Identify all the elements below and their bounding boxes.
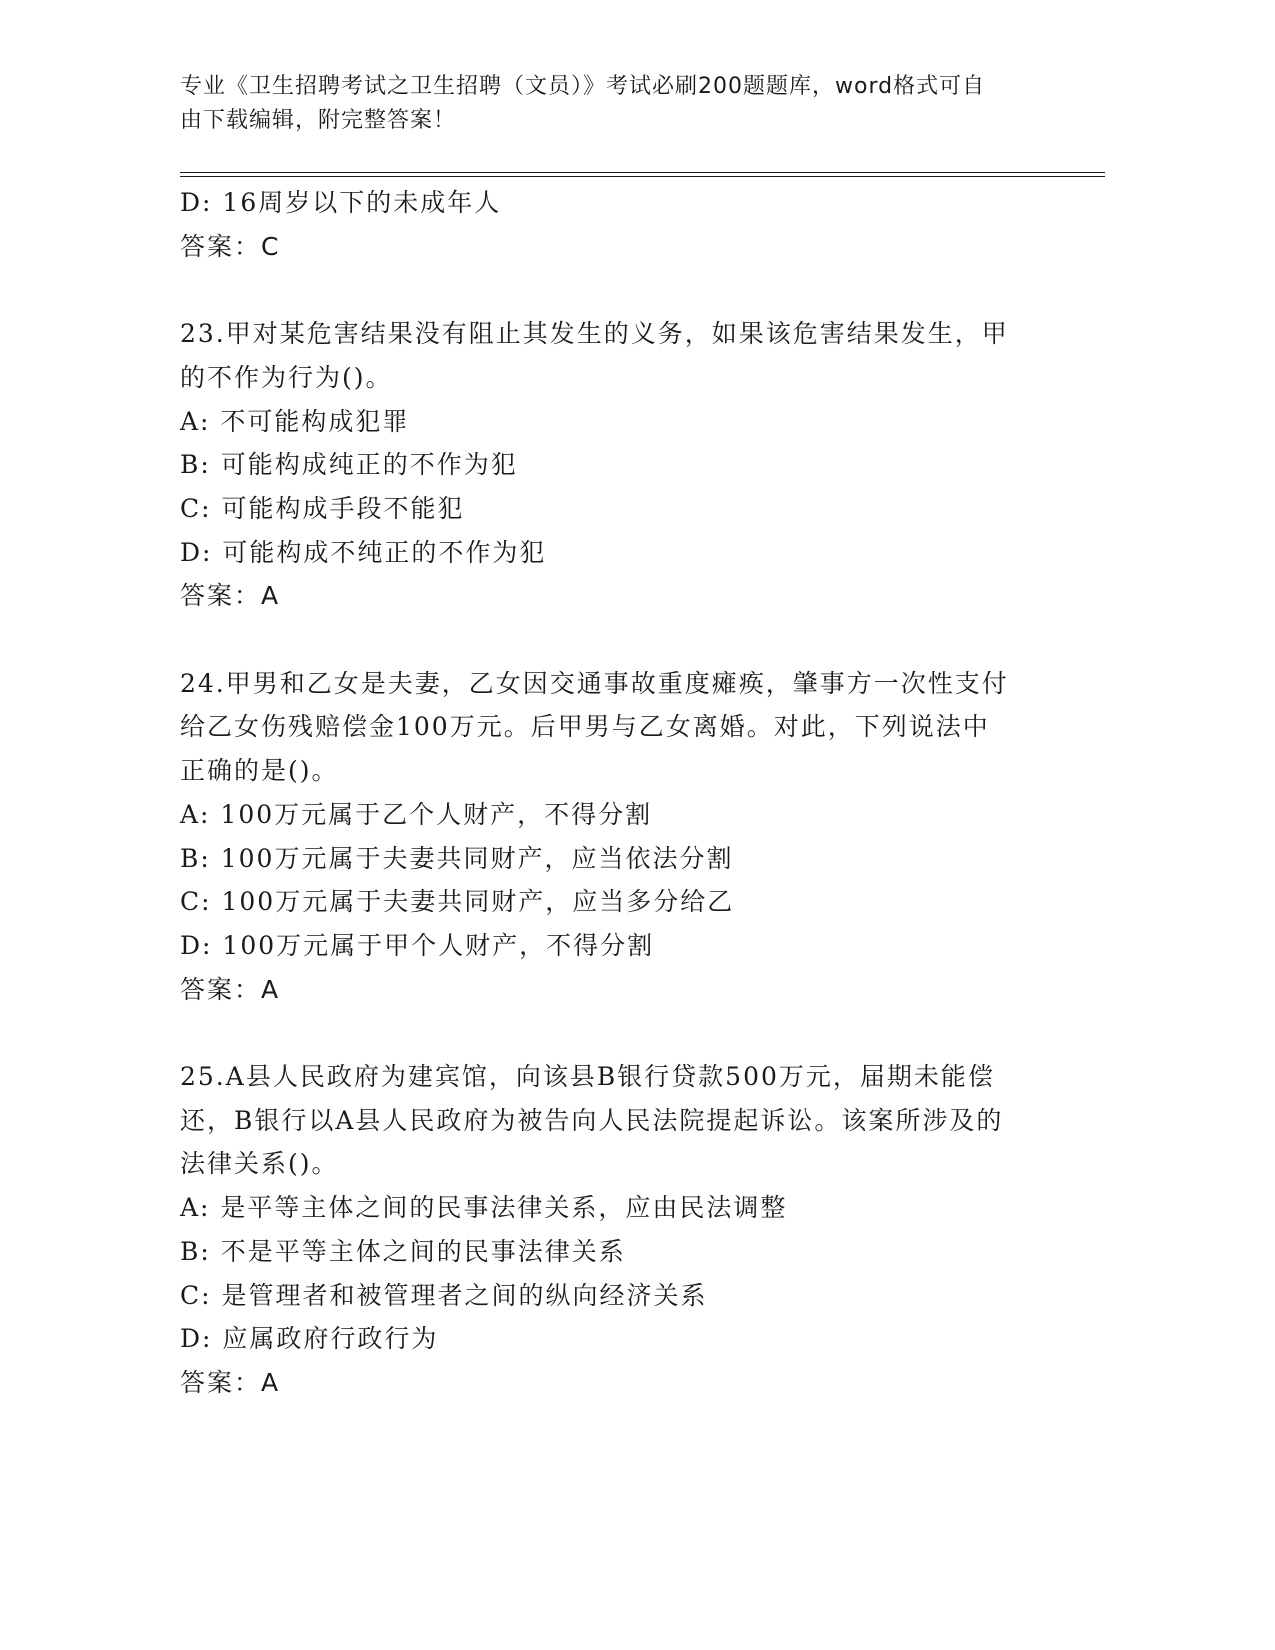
- header-rule-top: [180, 172, 1105, 173]
- question-stem-line: 还，B银行以A县人民政府为被告向人民法院提起诉讼。该案所涉及的: [180, 1105, 1004, 1135]
- option-a: A: 是平等主体之间的民事法律关系，应由民法调整: [180, 1193, 788, 1223]
- question-content: [180, 181, 1060, 1405]
- header-rule-bottom: [180, 176, 1105, 177]
- question-23: [180, 312, 1060, 618]
- spacer: [180, 1011, 1060, 1055]
- question-stem-line: 给乙女伤残赔偿金100万元。后甲男与乙女离婚。对此，下列说法中: [180, 712, 990, 742]
- option-d: D: 100万元属于甲个人财产，不得分割: [180, 930, 655, 960]
- document-header: [180, 70, 1060, 138]
- option-b: B: 可能构成纯正的不作为犯: [180, 450, 518, 480]
- spacer: [180, 618, 1060, 662]
- question-stem-line: 24.甲男和乙女是夫妻，乙女因交通事故重度瘫痪，肇事方一次性支付: [180, 668, 1009, 698]
- spacer: [180, 268, 1060, 312]
- answer-line: 答案：A: [180, 1367, 281, 1397]
- question-stem-line: 的不作为行为()。: [180, 362, 393, 392]
- option-c: C: 100万元属于夫妻共同财产，应当多分给乙: [180, 887, 735, 917]
- header-line-1: 专业《卫生招聘考试之卫生招聘（文员）》考试必刷200题题库，word格式可自: [180, 74, 986, 99]
- question-stem-line: 25.A县人民政府为建宾馆，向该县B银行贷款500万元，届期未能偿: [180, 1062, 995, 1092]
- header-line-2: 由下载编辑，附完整答案！: [180, 108, 457, 133]
- question-24: [180, 662, 1060, 1012]
- previous-question-fragment: [180, 181, 1060, 268]
- answer-line: 答案：C: [180, 231, 281, 261]
- option-d: D: 16周岁以下的未成年人: [180, 188, 502, 217]
- option-c: C: 可能构成手段不能犯: [180, 493, 465, 523]
- answer-line: 答案：A: [180, 974, 281, 1004]
- option-d: D: 可能构成不纯正的不作为犯: [180, 537, 547, 567]
- option-a: A: 100万元属于乙个人财产，不得分割: [180, 799, 653, 829]
- option-d: D: 应属政府行政行为: [180, 1324, 439, 1354]
- question-stem-line: 正确的是()。: [180, 756, 339, 786]
- question-stem-line: 法律关系()。: [180, 1149, 339, 1179]
- option-a: A: 不可能构成犯罪: [180, 406, 410, 436]
- question-stem-line: 23.甲对某危害结果没有阻止其发生的义务，如果该危害结果发生，甲: [180, 319, 1009, 349]
- answer-line: 答案：A: [180, 581, 281, 611]
- option-b: B: 不是平等主体之间的民事法律关系: [180, 1236, 626, 1266]
- question-25: [180, 1055, 1060, 1405]
- option-b: B: 100万元属于夫妻共同财产，应当依法分割: [180, 843, 734, 873]
- option-c: C: 是管理者和被管理者之间的纵向经济关系: [180, 1280, 708, 1310]
